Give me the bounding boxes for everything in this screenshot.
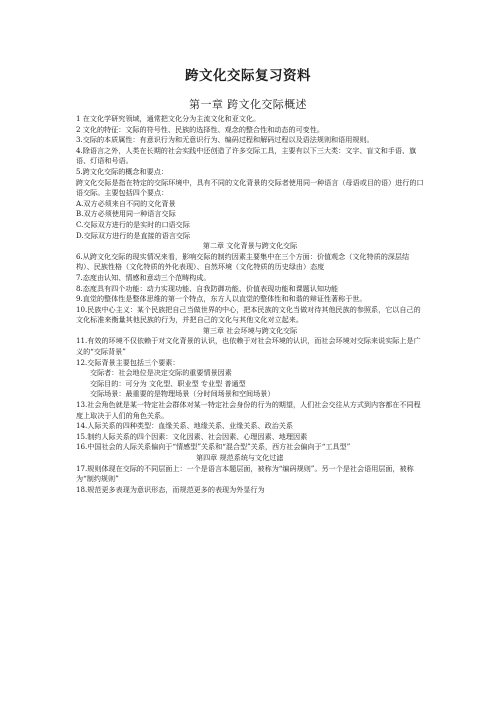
paragraph: 14.人际关系的四种类型：血缘关系、地缘关系、业缘关系、政治关系: [76, 421, 293, 431]
section-heading: 第四章 规范系统与文化过滤: [196, 453, 284, 462]
paragraph: 11.有效的环境不仅依赖于对文化背景的认识，也依赖于对社会环境的认识，而社会环境对交际来说实际上是广义的“交际背景”: [76, 336, 421, 357]
paragraph: 10.民族中心主义：某个民族把自己当做世界的中心，把本民族的文化当做对待其他民族的参照系，它以自己的文化标准来衡量其他民族的行为，并把自己的文化与其他文化对立起来。: [76, 304, 421, 325]
paragraph: 6.从跨文化交际的现实情况来看，影响交际的制约因素主要集中在三个方面：价值观念（文化特质的深层结构）、民族性格（文化特质的外化表现）、自然环境（文化特质的历史绿由）态度: [76, 251, 410, 272]
paragraph: 12.交际背景主要包括三个要素：: [76, 357, 180, 367]
paragraph: 5.跨文化交际的概念和要点：: [76, 166, 168, 176]
list-item: C.交际双方进行的是实时的口语交际: [76, 219, 190, 229]
list-item: 交际目的：可分为 文化型、职业型 专业型 普通型: [90, 378, 246, 388]
paragraph: 1 在文化学研究领域，通常把文化分为主流文化和亚文化。: [76, 114, 261, 123]
paragraph: 跨文化交际是指在特定的交际环境中，具有不同的文化背景的交际者使用同一种语言（母语或目的语）进行的口语交际。主要包括四个要点：: [76, 177, 424, 198]
paragraph: 15.制约人际关系的四个因素：文化因素、社会因素、心理因素、地理因素: [76, 431, 308, 441]
list-item: A.双方必须来自不同的文化背景: [76, 198, 176, 208]
paragraph: 9.直觉的整体性是整体思维的第一个特点，东方人以直觉的整体性和和谐的辩证性著称于世。: [76, 294, 367, 304]
paragraph: 8.态度具有四个功能：动力实现功能、自我防御功能、价值表现功能和课题认知功能: [76, 283, 339, 293]
paragraph: 18.规范更多表现为意识形态，而规范更多的表现为外显行为: [76, 484, 265, 494]
paragraph: 2 文化的特征：文际的符号性、民族的选择性、观念的整合性和动态的可变性。: [76, 124, 324, 134]
document-body: [76, 114, 424, 495]
paragraph: 16.中国社会的人际关系偏向于“情感型”关系和“混合型”关系，西方社会偏向于“工具型”: [76, 442, 351, 452]
list-item: 交际场景：最重要的是物理场景（分时间场景和空间场景）: [90, 389, 275, 399]
document-title: 跨文化交际复习资料: [185, 68, 311, 84]
paragraph: 3.交际的本质属性：有意识行为和无意识行为、编码过程和解码过程以及语法规则和语用规则。: [76, 135, 374, 145]
paragraph: 4.除语言之外，人类在长期的社会实践中还创造了许多交际工具，主要有以下三大类：文字、盲文和手语、旗语、灯语和号语。: [76, 145, 417, 166]
paragraph: 13.社会角色就是某一特定社会群体对某一特定社会身份的行为的期望，人们社会交往从方式到内容都在不同程度上取决于人们的角色关系。: [76, 400, 421, 420]
list-item: 交际者：社会地位是决定交际的重要情景因素: [90, 368, 232, 378]
chapter-heading: 第一章 跨文化交际概述: [189, 98, 307, 111]
list-item: D.交际双方进行的是直接的语言交际: [76, 230, 191, 240]
list-item: B.双方必须使用同一种语言交际: [76, 209, 176, 219]
paragraph: 17.规则体现在交际的不同层面上：一个是语言本题层面，被称为“编码规则”。另一个是社会语用层面，被称为“制约规则”: [76, 463, 414, 484]
paragraph: 7.态度由认知、情感和意动三个范畴构成。: [76, 272, 211, 282]
section-heading: 第三章 社会环境与跨文化交际: [202, 325, 298, 335]
section-heading: 第二章 文化背景与跨文化交际: [202, 241, 298, 251]
